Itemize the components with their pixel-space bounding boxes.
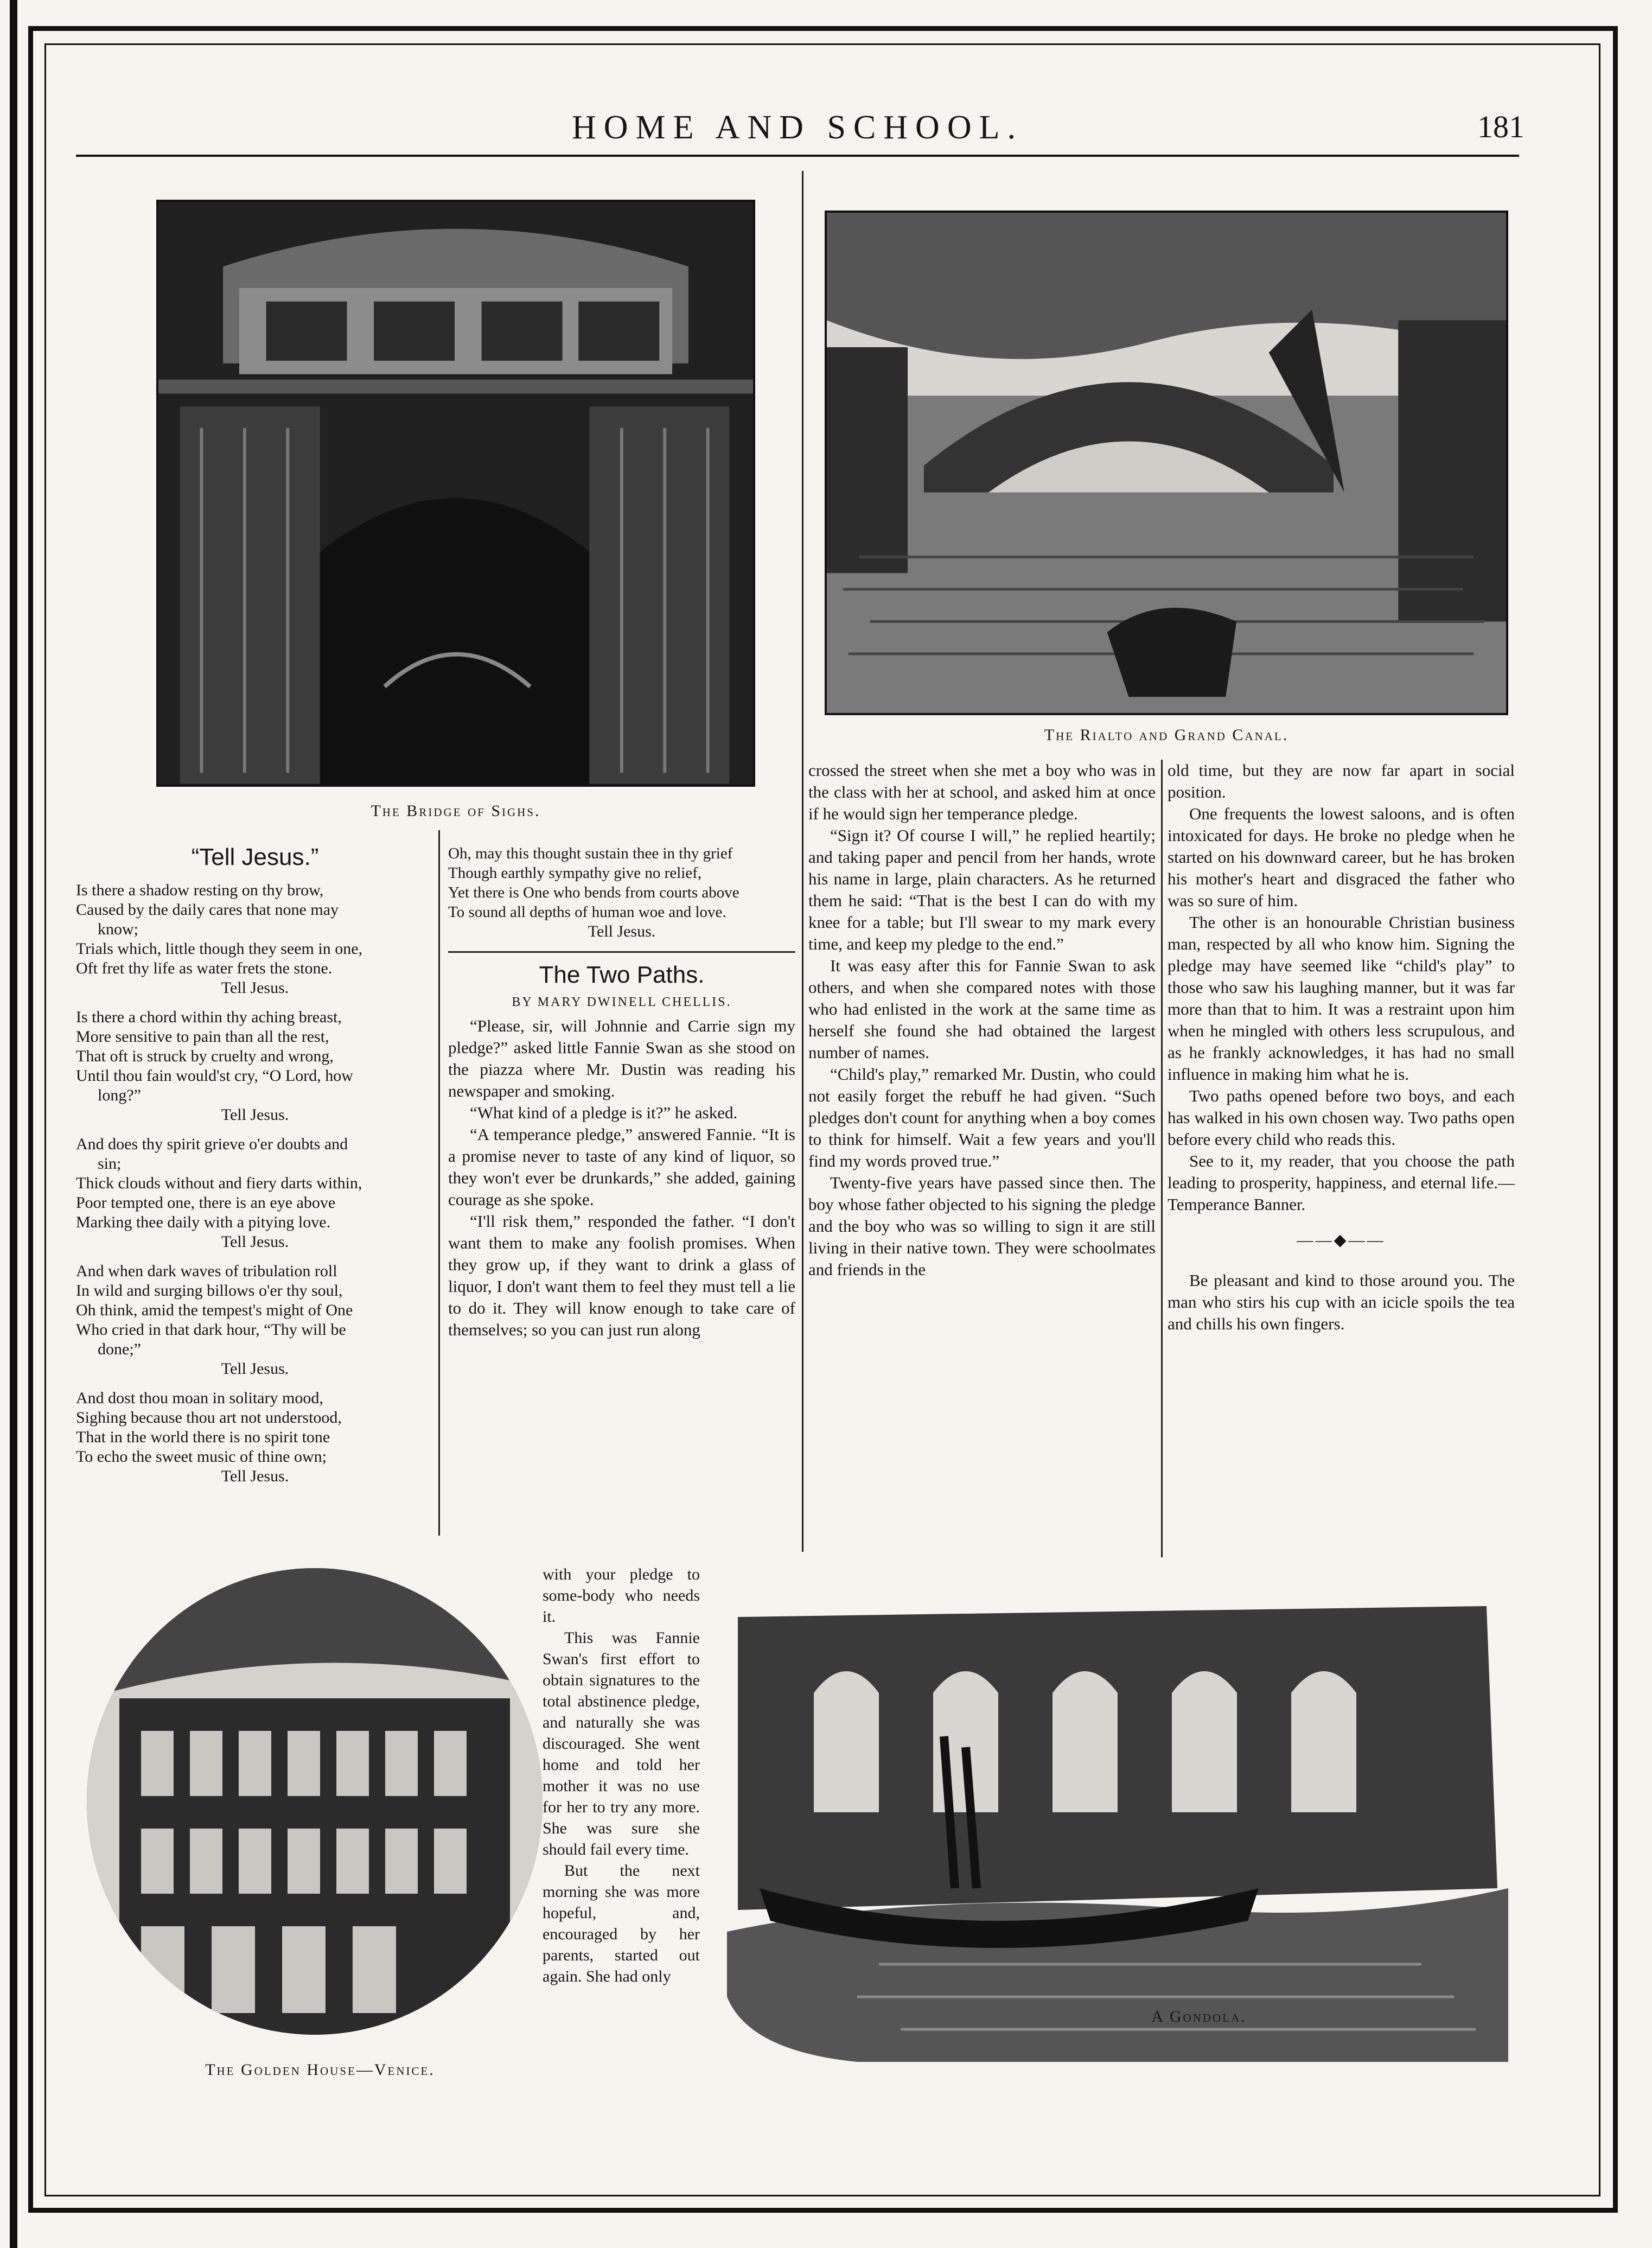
ornament-divider: ——◆—— — [1297, 1231, 1386, 1249]
paragraph: “I'll risk them,” responded the father. “I don't want them to make any foolish promises. When they grow up, if they want to drink a glass of liquor, I don't want them to feel they must tell a lie to do it. They will know enough to take care of themselves; so you can just run along — [448, 1212, 795, 1339]
article-column-4 — [1168, 760, 1515, 1335]
poem-refrain: Tell Jesus. — [588, 922, 656, 940]
golden-house-caption: The Golden House—Venice. — [205, 2061, 435, 2079]
poem-line: Is there a shadow resting on thy brow, — [76, 881, 324, 899]
masthead-title: HOME AND SCHOOL. — [572, 109, 1023, 146]
binding-rule — [10, 0, 17, 2248]
poem-line: Caused by the daily cares that none may — [76, 901, 339, 919]
poem-stanza — [76, 1008, 434, 1125]
poem-stanza — [76, 1262, 434, 1379]
poem-column-left — [76, 844, 434, 1496]
poem-refrain: Tell Jesus. — [221, 979, 289, 997]
poem-line: Thick clouds without and fiery darts within, — [76, 1174, 362, 1192]
poem-line: And when dark waves of tribulation roll — [76, 1262, 337, 1280]
paragraph: Twenty-five years have passed since then. The boy whose father objected to his signing the pledge and the boy who was so willing to sign it are still living in their native town. They were schoolmates and friends in the — [808, 1173, 1156, 1279]
poem-line: Oft fret thy life as water frets the stone. — [76, 959, 333, 977]
poem-line: Poor tempted one, there is an eye above — [76, 1194, 336, 1212]
paragraph: “A temperance pledge,” answered Fannie. “It is a promise never to taste of any kind of liquor, so they won't ever be drunkards,” she added, gaining courage as she spoke. — [448, 1125, 795, 1209]
page-number: 181 — [1477, 109, 1525, 144]
poem-line: Oh, may this thought sustain thee in thy grief — [448, 845, 733, 862]
poem-line: More sensitive to pain than all the rest, — [76, 1028, 329, 1046]
filler-paragraph: Be pleasant and kind to those around you. The man who stirs his cup with an icicle spoils the tea and chills his own fingers. — [1168, 1271, 1515, 1333]
bridge-of-sighs-image — [156, 200, 755, 787]
poem-line: That oft is struck by cruelty and wrong, — [76, 1047, 334, 1065]
section-divider — [448, 951, 795, 953]
paragraph: “Please, sir, will Johnnie and Carrie sign my pledge?” asked little Fannie Swan as she stood on the piazza where Mr. Dustin was reading his newspaper and smoking. — [448, 1016, 795, 1100]
golden-house-image — [87, 1568, 543, 2035]
article-column-2 — [448, 844, 795, 1341]
poem-line: To sound all depths of human woe and love. — [448, 903, 726, 921]
poem-refrain: Tell Jesus. — [221, 1360, 289, 1378]
poem-refrain: Tell Jesus. — [221, 1233, 289, 1251]
article-title: The Two Paths. — [539, 961, 705, 988]
article-text — [448, 1015, 795, 1341]
gondola-caption: A Gondola. — [1151, 2008, 1247, 2026]
column-rule-1 — [438, 830, 440, 1536]
paragraph: Two paths opened before two boys, and each has walked in his own chosen way. Two paths open before every child who reads this. — [1168, 1086, 1515, 1149]
poem-line: And does thy spirit grieve o'er doubts and — [76, 1135, 348, 1153]
poem-line: Until thou fain would'st cry, “O Lord, how — [76, 1067, 353, 1085]
header-rule — [76, 155, 1519, 157]
poem-line: Who cried in that dark hour, “Thy will be — [76, 1321, 346, 1339]
poem-line: long?” — [98, 1086, 141, 1104]
rialto-caption: The Rialto and Grand Canal. — [1044, 726, 1289, 744]
poem-line: Marking thee daily with a pitying love. — [76, 1213, 331, 1231]
poem-stanza — [76, 881, 434, 998]
poem-line: know; — [98, 920, 138, 938]
gondola-image — [716, 1584, 1519, 2062]
poem-line: Though earthly sympathy give no relief, — [448, 864, 702, 882]
poem-line: Trials which, little though they seem in one, — [76, 940, 363, 958]
article-text-narrow — [543, 1564, 700, 1987]
paragraph: This was Fannie Swan's first effort to obtain signatures to the total abstinence pledge, and naturally she was discouraged. She went home and told her mother it was no use for her to try any more. She was sure she should fail every time. — [543, 1629, 700, 1858]
paragraph: It was easy after this for Fannie Swan to ask others, and when she compared notes with those who had enlisted in the work at the same time as herself she found she had obtained the largest number of names. — [808, 956, 1156, 1062]
paragraph: “Sign it? Of course I will,” he replied heartily; and taking paper and pencil from her hands, wrote his name in large, plain characters. As he returned them he said: “That is the best I can do with my knee for a table; but I'll swear to my mark every time, and keep my pledge to the end.” — [808, 826, 1156, 953]
paragraph: “What kind of a pledge is it?” he asked. — [470, 1103, 738, 1122]
poem-line: Sighing because thou art not understood, — [76, 1409, 342, 1427]
rialto-image — [825, 211, 1508, 715]
paragraph: “Child's play,” remarked Mr. Dustin, who could not easily forget the rebuff he had given. “Such pledges don't count for anything when a boy comes to think for himself. Wait a few years and you'll find my words proved true.” — [808, 1065, 1156, 1170]
poem-stanza — [448, 844, 795, 941]
paragraph: The other is an honourable Christian business man, respected by all who know him. Signing the pledge may have seemed like “child's play” to those who saw his laughing manner, but it was far more than that to him. It was a restraint upon him when he mingled with others less scrupulous, and as he frankly acknowledges, it has had no small influence in making him what he is. — [1168, 913, 1515, 1084]
poem-line: Is there a chord within thy aching breast, — [76, 1008, 342, 1026]
bridge-of-sighs-caption: The Bridge of Sighs. — [371, 802, 541, 820]
poem-title: “Tell Jesus.” — [191, 844, 319, 870]
paragraph: with your pledge to some-body who needs it. — [543, 1565, 700, 1626]
paragraph: crossed the street when she met a boy who was in the class with her at school, and asked him at once if he would sign her temperance pledge. — [808, 761, 1156, 823]
column-rule-center — [802, 171, 803, 1552]
poem-refrain: Tell Jesus. — [221, 1106, 289, 1124]
poem-line: done;” — [98, 1340, 141, 1358]
paragraph: But the next morning she was more hopeful, and, encouraged by her parents, started out again. She had only — [543, 1862, 700, 1985]
article-byline: BY MARY DWINELL CHELLIS. — [512, 995, 732, 1009]
poem-stanza — [76, 1389, 434, 1486]
column-rule-3 — [1161, 760, 1163, 1557]
paragraph: See to it, my reader, that you choose the path leading to prosperity, happiness, and eternal life.—Temperance Banner. — [1168, 1151, 1515, 1214]
poem-stanza — [76, 1135, 434, 1252]
poem-line: Yet there is One who bends from courts above — [448, 884, 739, 901]
poem-line: Oh think, amid the tempest's might of One — [76, 1301, 353, 1319]
poem-line: And dost thou moan in solitary mood, — [76, 1389, 323, 1407]
poem-line: That in the world there is no spirit tone — [76, 1428, 330, 1446]
poem-line: To echo the sweet music of thine own; — [76, 1448, 327, 1466]
article-column-3 — [808, 760, 1156, 1281]
paragraph: One frequents the lowest saloons, and is often intoxicated for days. He broke no pledge when he started on his downward career, but he has broken his mother's heart and disgraced the father who was so sure of him. — [1168, 804, 1515, 910]
poem-line: sin; — [98, 1155, 122, 1173]
poem-refrain: Tell Jesus. — [221, 1467, 289, 1485]
poem-line: In wild and surging billows o'er thy soul, — [76, 1282, 343, 1300]
paragraph: old time, but they are now far apart in social position. — [1168, 761, 1515, 801]
